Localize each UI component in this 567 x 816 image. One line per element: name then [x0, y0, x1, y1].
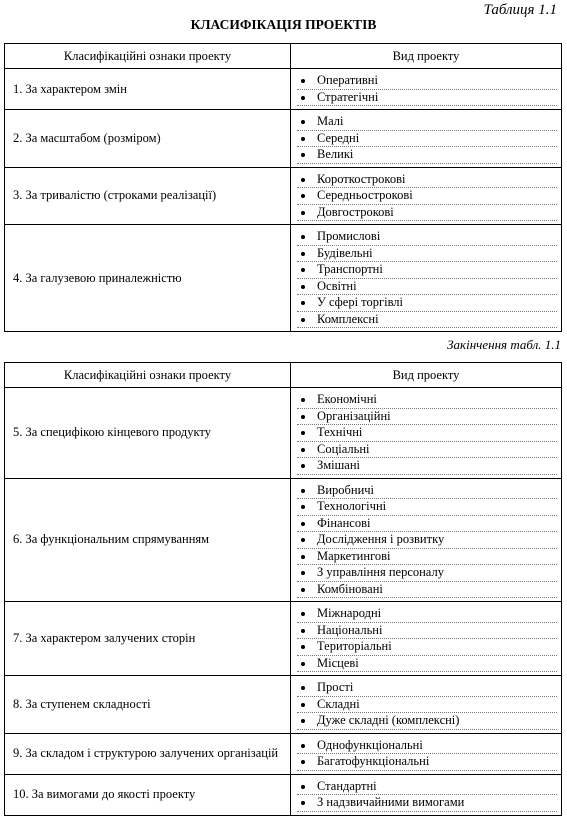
project-types [291, 225, 562, 332]
header-feature: Класифікаційні ознаки проекту [5, 363, 291, 388]
project-type-label: Середні [317, 130, 360, 145]
bullet-icon [301, 415, 305, 419]
list-item [297, 409, 557, 426]
project-type-label: Багатофункціональні [317, 754, 430, 768]
bullet-icon [301, 464, 305, 468]
bullet-icon [301, 645, 305, 649]
table-row [5, 388, 562, 479]
list-item [297, 312, 557, 329]
table-row [5, 733, 562, 774]
bullet-icon [301, 505, 305, 509]
list-item [297, 582, 557, 599]
list-item [297, 499, 557, 516]
project-type-label: З управління персоналу [317, 565, 444, 579]
project-type-label: Будівельні [317, 245, 373, 260]
bullet-icon [301, 252, 305, 256]
classification-feature: 8. За ступенем складності [5, 676, 291, 734]
page-title: КЛАСИФІКАЦІЯ ПРОЕКТІВ [190, 17, 377, 32]
project-type-label: Стандартні [317, 778, 377, 793]
bullet-icon [301, 178, 305, 182]
bullet-icon [301, 522, 305, 526]
project-type-label: Технічні [317, 425, 363, 439]
project-type-label: Прості [317, 680, 354, 694]
table-row [5, 602, 562, 676]
project-types [291, 774, 562, 815]
project-type-list [297, 392, 557, 475]
project-type-label: Транспортні [317, 262, 383, 276]
project-type-label: Фінансові [317, 515, 371, 530]
project-type-label: Промислові [317, 229, 381, 243]
classification-feature: 2. За масштабом (розміром) [5, 110, 291, 168]
project-types [291, 676, 562, 734]
bullet-icon [301, 760, 305, 764]
bullet-icon [301, 431, 305, 435]
project-type-list [297, 606, 557, 672]
project-type-label: Місцеві [317, 655, 359, 670]
bullet-icon [301, 489, 305, 493]
project-types [291, 69, 562, 110]
project-type-label: Змішані [317, 458, 360, 472]
list-item [297, 532, 557, 549]
project-type-list [297, 483, 557, 599]
classification-feature: 9. За складом і структурою залучених організацій [5, 733, 291, 774]
bullet-icon [301, 785, 305, 789]
list-item [297, 172, 557, 189]
list-item [297, 795, 557, 812]
classification-feature: 10. За вимогами до якості проекту [5, 774, 291, 815]
project-type-list [297, 680, 557, 730]
project-types [291, 388, 562, 479]
bullet-icon [301, 318, 305, 322]
list-item [297, 516, 557, 533]
classification-feature: 5. За специфікою кінцевого продукту [5, 388, 291, 479]
bullet-icon [301, 801, 305, 805]
project-type-label: Організаційні [317, 408, 391, 423]
project-type-label: Міжнародні [317, 606, 382, 620]
project-type-label: Комбіновані [317, 581, 383, 596]
project-type-label: Великі [317, 147, 354, 161]
classification-feature: 3. За тривалістю (строками реалізації) [5, 167, 291, 225]
project-types [291, 478, 562, 602]
classification-feature: 4. За галузевою приналежністю [5, 225, 291, 332]
bullet-icon [301, 268, 305, 272]
project-type-label: Комплексні [317, 311, 379, 326]
table-caption-1: Таблиця 1.1 [483, 2, 557, 18]
bullet-icon [301, 555, 305, 559]
bullet-icon [301, 662, 305, 666]
project-types [291, 110, 562, 168]
list-item [297, 90, 557, 107]
project-type-label: Дослідження і розвитку [317, 532, 445, 546]
bullet-icon [301, 194, 305, 198]
project-type-label: Однофункціональні [317, 737, 423, 752]
project-type-label: Малі [317, 114, 344, 128]
list-item [297, 131, 557, 148]
list-item [297, 779, 557, 796]
list-item [297, 483, 557, 500]
bullet-icon [301, 538, 305, 542]
project-type-label: Технологічні [317, 499, 387, 513]
table-row [5, 167, 562, 225]
list-item [297, 639, 557, 656]
bullet-icon [301, 120, 305, 124]
project-type-label: Оперативні [317, 73, 378, 87]
bullet-icon [301, 137, 305, 141]
project-type-label: Соціальні [317, 441, 370, 456]
project-type-list [297, 73, 557, 106]
list-item [297, 295, 557, 312]
classification-feature: 1. За характером змін [5, 69, 291, 110]
table-row [5, 225, 562, 332]
bullet-icon [301, 211, 305, 215]
project-type-label: Освітні [317, 278, 357, 293]
project-type-label: Економічні [317, 392, 377, 406]
list-item [297, 738, 557, 755]
project-type-list [297, 779, 557, 812]
bullet-icon [301, 629, 305, 633]
list-item [297, 246, 557, 263]
header-type: Вид проекту [291, 44, 562, 69]
project-type-list [297, 114, 557, 164]
table-row [5, 676, 562, 734]
bullet-icon [301, 153, 305, 157]
list-item [297, 229, 557, 246]
project-type-label: У сфері торгівлі [317, 295, 404, 309]
project-type-label: Середньострокові [317, 188, 413, 202]
bullet-icon [301, 235, 305, 239]
project-type-label: Маркетингові [317, 548, 391, 563]
project-type-label: Дуже складні (комплексні) [317, 713, 460, 727]
project-type-label: Національні [317, 622, 383, 637]
classification-table-part-2 [4, 362, 562, 816]
project-type-list [297, 738, 557, 771]
project-type-label: З надзвичайними вимогами [317, 795, 465, 809]
project-type-label: Виробничі [317, 482, 375, 497]
project-type-list [297, 229, 557, 328]
project-types [291, 733, 562, 774]
project-type-label: Територіальні [317, 639, 392, 653]
table-2-body [5, 388, 562, 816]
list-item [297, 656, 557, 673]
table-row [5, 69, 562, 110]
bullet-icon [301, 588, 305, 592]
table-1-body [5, 69, 562, 332]
list-item [297, 425, 557, 442]
bullet-icon [301, 96, 305, 100]
list-item [297, 262, 557, 279]
list-item [297, 279, 557, 296]
header-feature: Класифікаційні ознаки проекту [5, 44, 291, 69]
bullet-icon [301, 571, 305, 575]
bullet-icon [301, 301, 305, 305]
classification-feature: 7. За характером залучених сторін [5, 602, 291, 676]
list-item [297, 697, 557, 714]
project-type-list [297, 172, 557, 222]
bullet-icon [301, 79, 305, 83]
project-types [291, 167, 562, 225]
list-item [297, 147, 557, 164]
table-row [5, 774, 562, 815]
bullet-icon [301, 719, 305, 723]
list-item [297, 458, 557, 475]
bullet-icon [301, 612, 305, 616]
list-item [297, 442, 557, 459]
list-item [297, 205, 557, 222]
bullet-icon [301, 448, 305, 452]
classification-table-part-1 [4, 43, 562, 332]
header-type: Вид проекту [291, 363, 562, 388]
bullet-icon [301, 285, 305, 289]
bullet-icon [301, 703, 305, 707]
list-item [297, 549, 557, 566]
table-row [5, 478, 562, 602]
project-type-label: Складні [317, 696, 360, 711]
list-item [297, 680, 557, 697]
table-row [5, 110, 562, 168]
list-item [297, 623, 557, 640]
list-item [297, 73, 557, 90]
table-caption-2: Закінчення табл. 1.1 [447, 337, 561, 352]
project-type-label: Короткострокові [317, 171, 406, 186]
project-type-label: Довгострокові [317, 204, 394, 219]
bullet-icon [301, 744, 305, 748]
bullet-icon [301, 398, 305, 402]
list-item [297, 114, 557, 131]
list-item [297, 188, 557, 205]
list-item [297, 606, 557, 623]
bullet-icon [301, 686, 305, 690]
project-type-label: Стратегічні [317, 89, 379, 104]
classification-feature: 6. За функціональним спрямуванням [5, 478, 291, 602]
list-item [297, 392, 557, 409]
list-item [297, 565, 557, 582]
list-item [297, 754, 557, 771]
list-item [297, 713, 557, 730]
project-types [291, 602, 562, 676]
